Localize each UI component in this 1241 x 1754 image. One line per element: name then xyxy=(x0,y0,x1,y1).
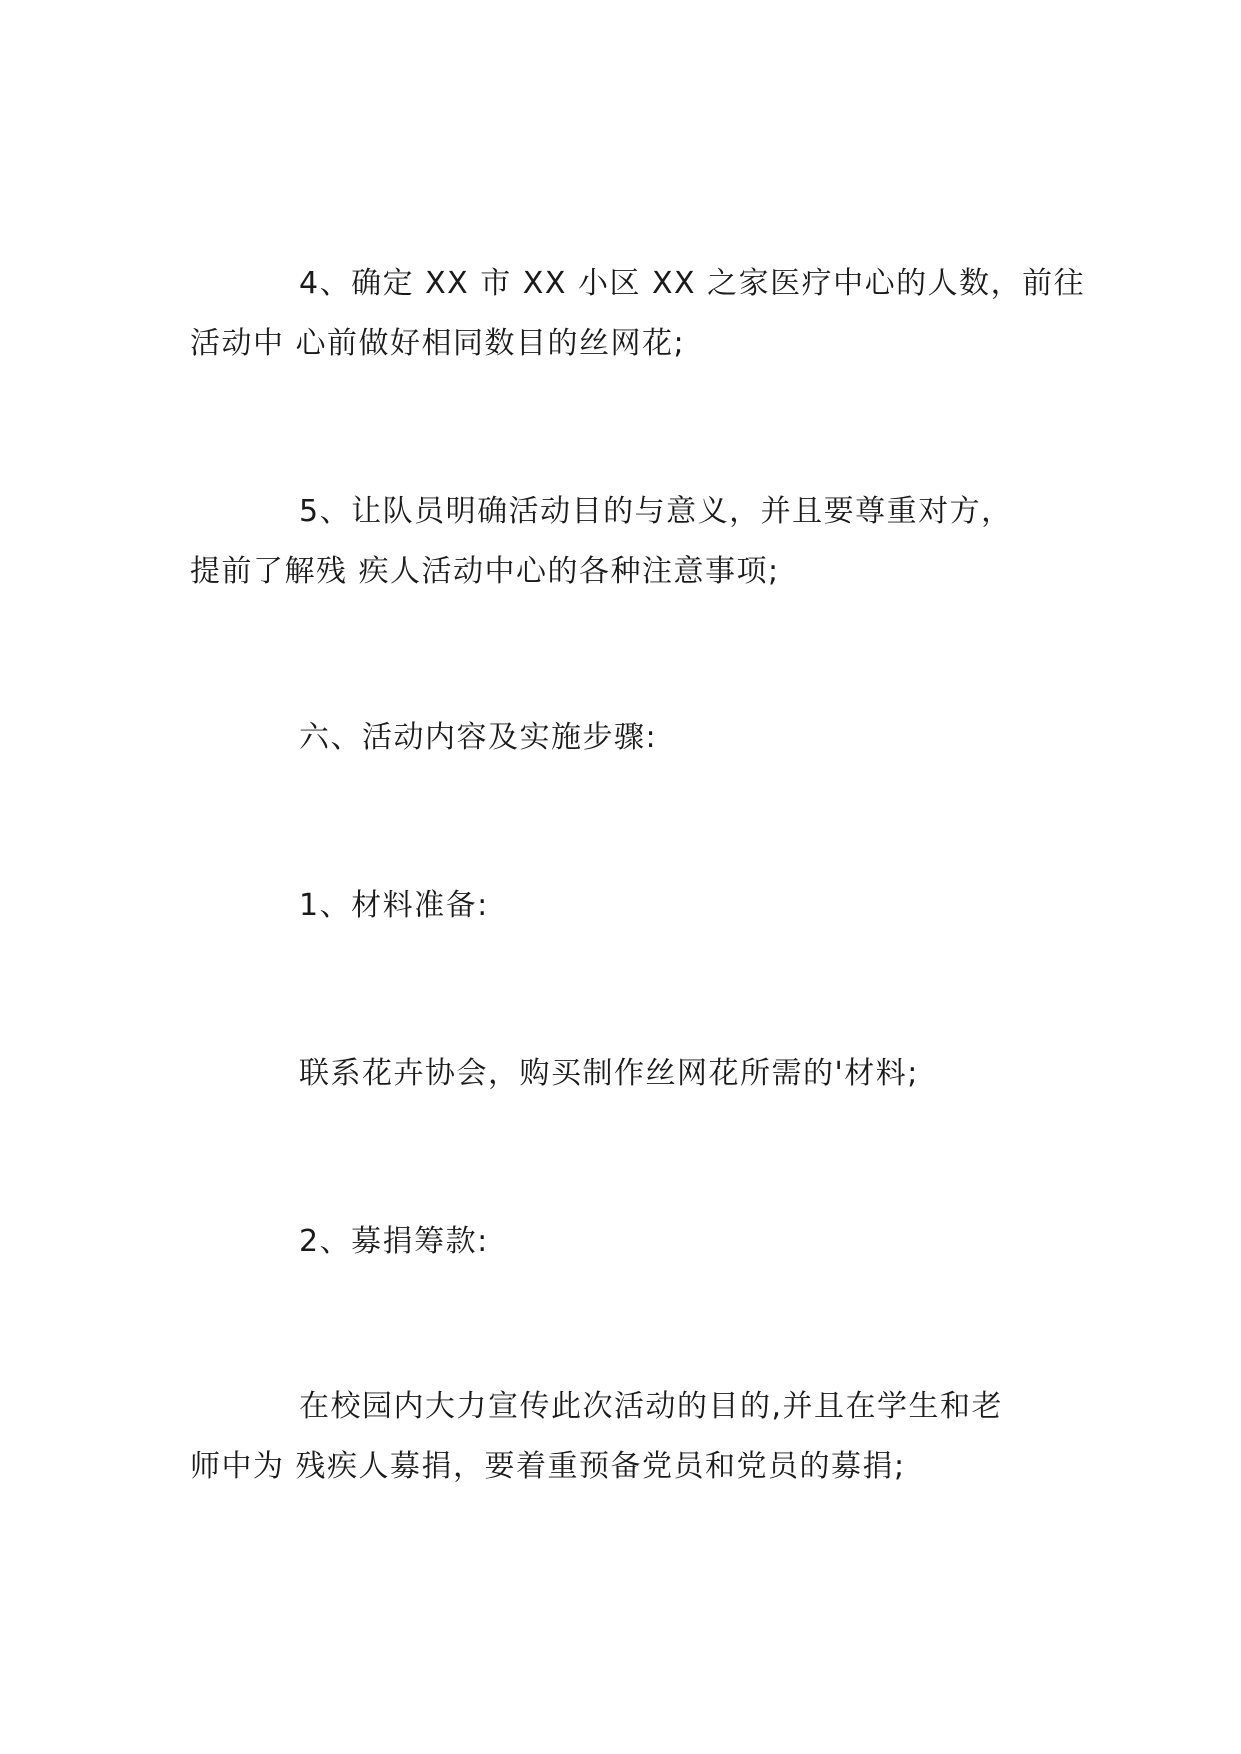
step-2-detail xyxy=(190,1377,1060,1497)
paragraph-line: 在校园内大力宣传此次活动的目的,并且在学生和老 xyxy=(299,1389,1004,1424)
paragraph-line: 联系花卉协会，购买制作丝网花所需的'材料; xyxy=(299,1056,919,1091)
paragraph-line: 活动中 心前做好相同数目的丝网花; xyxy=(190,326,686,361)
paragraph-line: 1、材料准备: xyxy=(299,888,489,923)
step-heading-2 xyxy=(190,1212,1060,1272)
paragraph-line: 提前了解残 疾人活动中心的各种注意事项; xyxy=(190,554,780,589)
step-1-detail xyxy=(190,1044,1060,1104)
paragraph-line: 师中为 残疾人募捐，要着重预备党员和党员的募捐; xyxy=(190,1449,906,1484)
paragraph-item-4 xyxy=(190,254,1086,374)
step-heading-1 xyxy=(190,876,1060,936)
paragraph-line: 4、确定 XX 市 XX 小区 XX 之家医疗中心的人数，前往 xyxy=(299,266,1086,301)
paragraph-line: 5、让队员明确活动目的与意义，并且要尊重对方， xyxy=(299,494,1013,529)
paragraph-line: 六、活动内容及实施步骤: xyxy=(299,720,658,755)
section-heading-6 xyxy=(190,708,1060,768)
paragraph-item-5 xyxy=(190,482,1060,602)
paragraph-line: 2、募捐筹款: xyxy=(299,1224,489,1259)
